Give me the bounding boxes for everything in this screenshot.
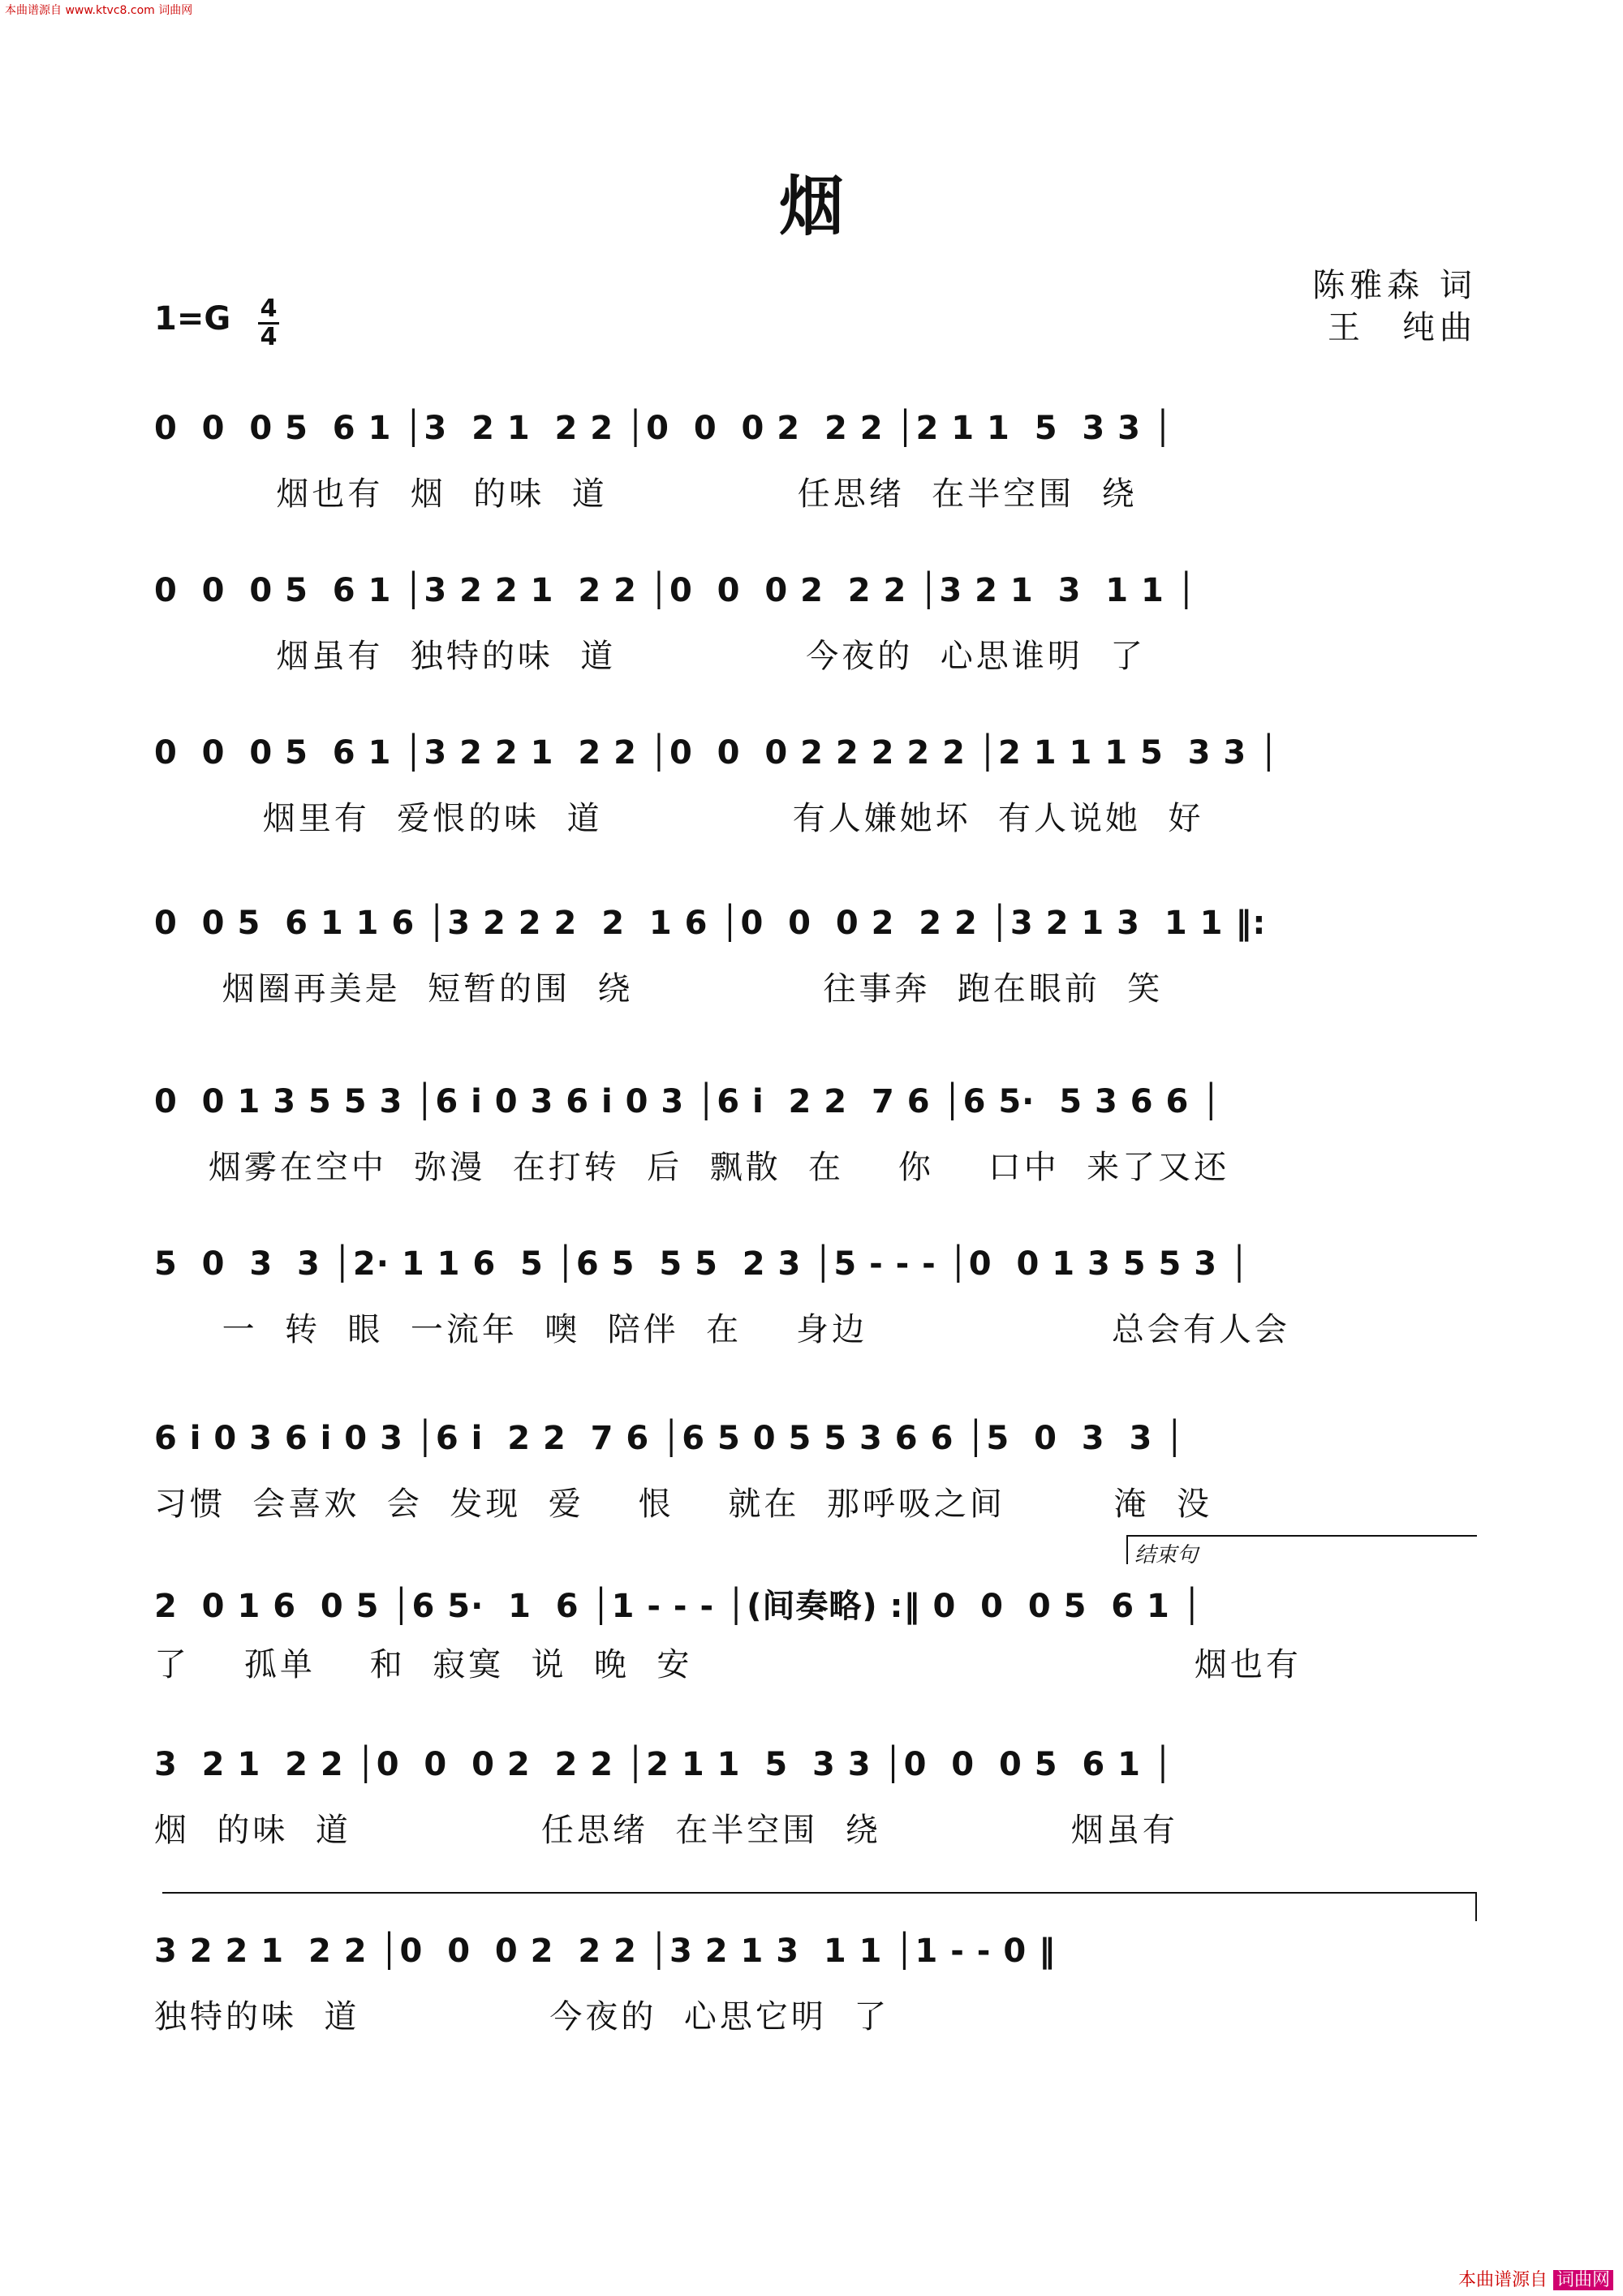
notation-line: 2 0 1 6 0 5 │6 5· 1 6 │1 - - - │(间奏略) :‖ 0 0 0 5 6 1 │ bbox=[154, 1588, 1203, 1625]
key-signature: 1=G bbox=[154, 300, 231, 338]
lyric-line: 烟虽有 独特的味 道 今夜的 心思谁明 了 bbox=[154, 638, 1147, 675]
notation-line: 3 2 2 1 2 2 │0 0 0 2 2 2 │3 2 1 3 1 1 │1 - - 0 ‖ bbox=[154, 1933, 1057, 1970]
lyricist-credit: 陈雅森 词 bbox=[1312, 267, 1477, 304]
ending-bracket-hook bbox=[1126, 1535, 1128, 1564]
watermark-left-text: 本曲谱源自 bbox=[1457, 2270, 1548, 2290]
source-watermark: 本曲谱源自 www.ktvc8.com 词曲网 bbox=[5, 4, 193, 17]
watermark-right-text: 词曲网 bbox=[1553, 2270, 1613, 2290]
notation-line: 0 0 1 3 5 5 3 │6 i 0 3 6 i 0 3 │6 i 2 2 7 6 │6 5· 5 3 6 6 │ bbox=[154, 1083, 1222, 1120]
lyric-line: 一 转 眼 一流年 噢 陪伴 在 身边 总会有人会 bbox=[154, 1311, 1290, 1348]
lyric-line: 了 孤单 和 寂寞 说 晚 安 烟也有 bbox=[154, 1646, 1302, 1683]
lyric-line: 习惯 会喜欢 会 发现 爱 恨 就在 那呼吸之间 淹 没 bbox=[154, 1486, 1213, 1523]
song-title: 烟 bbox=[779, 168, 844, 244]
notation-line: 5 0 3 3 │2· 1 1 6 5 │6 5 5 5 2 3 │5 - - - │0 0 1 3 5 5 3 │ bbox=[154, 1245, 1251, 1283]
notation-line: 0 0 5 6 1 1 6 │3 2 2 2 2 1 6 │0 0 0 2 2 2 │3 2 1 3 1 1 ‖: bbox=[154, 905, 1267, 942]
notation-line: 0 0 0 5 6 1 │3 2 2 1 2 2 │0 0 0 2 2 2 2 2 │2 1 1 1 5 3 3 │ bbox=[154, 734, 1280, 772]
lyric-line: 烟雾在空中 弥漫 在打转 后 飘散 在 你 口中 来了又还 bbox=[154, 1149, 1230, 1186]
ending-section-label: 结束句 bbox=[1134, 1543, 1199, 1567]
lyric-line: 烟也有 烟 的味 道 任思绪 在半空围 绕 bbox=[154, 475, 1138, 513]
lyric-line: 烟 的味 道 任思绪 在半空围 绕 烟虽有 bbox=[154, 1812, 1178, 1849]
final-bracket-hook bbox=[1475, 1892, 1477, 1921]
notation-line: 0 0 0 5 6 1 │3 2 1 2 2 │0 0 0 2 2 2 │2 1 1 5 3 3 │ bbox=[154, 410, 1174, 447]
time-signature bbox=[258, 297, 279, 350]
time-signature-bottom: 4 bbox=[260, 323, 278, 351]
lyric-line: 烟圈再美是 短暂的围 绕 往事奔 跑在眼前 笑 bbox=[154, 970, 1164, 1008]
lyric-line: 独特的味 道 今夜的 心思它明 了 bbox=[154, 1998, 890, 2036]
time-signature-top: 4 bbox=[260, 295, 278, 323]
final-bracket-line bbox=[162, 1892, 1477, 1894]
ending-bracket-line bbox=[1126, 1535, 1477, 1537]
notation-line: 6 i 0 3 6 i 0 3 │6 i 2 2 7 6 │6 5 0 5 5 3 6 6 │5 0 3 3 │ bbox=[154, 1420, 1186, 1457]
notation-line: 3 2 1 2 2 │0 0 0 2 2 2 │2 1 1 5 3 3 │0 0 0 5 6 1 │ bbox=[154, 1746, 1174, 1783]
bottom-watermark bbox=[1458, 2266, 1613, 2291]
lyric-line: 烟里有 爱恨的味 道 有人嫌她坏 有人说她 好 bbox=[154, 800, 1204, 837]
composer-credit: 王 纯曲 bbox=[1328, 309, 1477, 346]
notation-line: 0 0 0 5 6 1 │3 2 2 1 2 2 │0 0 0 2 2 2 │3 2 1 3 1 1 │ bbox=[154, 572, 1197, 609]
